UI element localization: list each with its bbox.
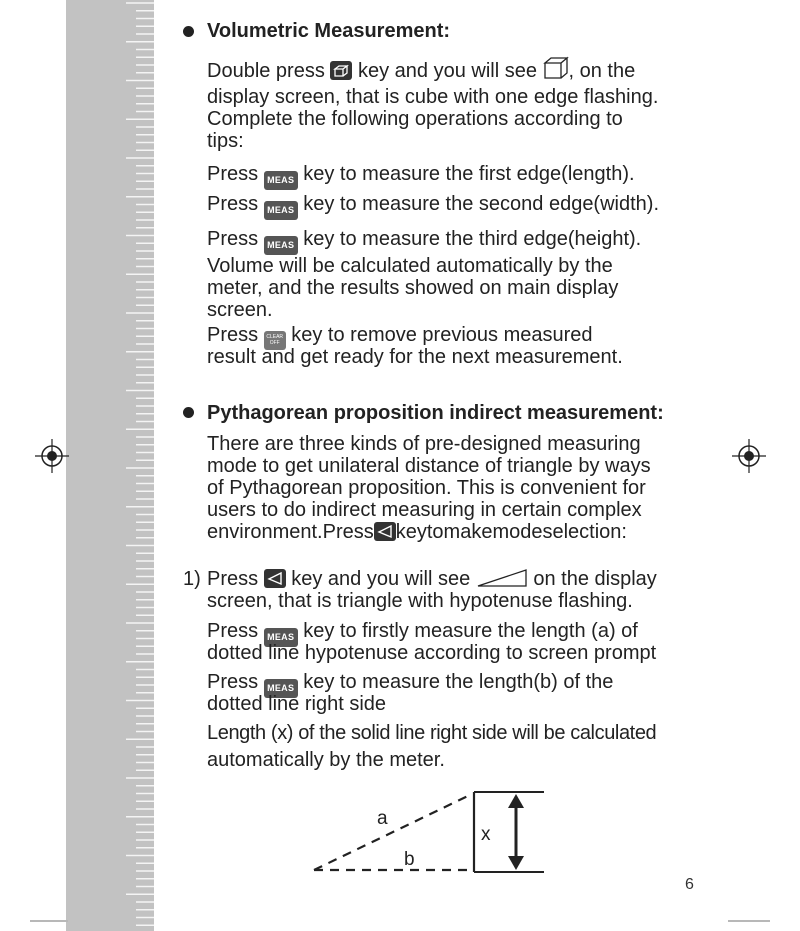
item1-line-a: Press key and you will see on the display — [207, 568, 657, 590]
body-text: Volume will be calculated automatically by the — [207, 255, 613, 277]
meas-key-icon: MEAS — [264, 201, 298, 220]
body-text: meter, and the results showed on main display — [207, 277, 619, 299]
section-heading-volumetric: Volumetric Measurement: — [207, 20, 451, 42]
section-heading-pythagorean: Pythagorean proposition indirect measurement: — [207, 402, 664, 424]
body-text: automatically by the meter. — [207, 749, 445, 771]
item1-line-b: Press MEAS key to firstly measure the length (a) of — [207, 620, 638, 647]
hypotenuse-dashed-line — [314, 794, 472, 870]
registration-mark-icon — [35, 439, 69, 473]
bullet-icon — [183, 407, 194, 418]
volumetric-intro-line: Double press key and you will see , on the — [207, 56, 635, 82]
page-number: 6 — [685, 876, 694, 893]
mode-selection-line: environment.Press keytomakemodeselection: — [207, 521, 627, 543]
body-text: There are three kinds of pre-designed measuring — [207, 433, 641, 455]
label-x: x — [481, 824, 491, 845]
body-text: display screen, that is cube with one edge flashing. — [207, 86, 659, 108]
ruler-ticks — [66, 0, 156, 931]
triangle-outline-icon — [476, 568, 528, 588]
body-text: of Pythagorean proposition. This is convenient for — [207, 477, 646, 499]
body-text: tips: — [207, 130, 244, 152]
step-height: Press MEAS key to measure the third edge(height). — [207, 228, 641, 255]
body-text: dotted line right side — [207, 693, 387, 715]
cube-outline-icon — [543, 56, 569, 80]
item1-line-c: Press MEAS key to measure the length(b) of the — [207, 671, 613, 698]
triangle-key-icon — [264, 569, 286, 588]
cube-key-icon — [330, 61, 352, 80]
body-text: dotted line hypotenuse according to screen prompt — [207, 642, 657, 664]
body-text: Complete the following operations according to — [207, 108, 623, 130]
page-edge-line-left — [30, 920, 68, 922]
body-text: mode to get unilateral distance of triangle by ways — [207, 455, 651, 477]
triangle-diagram — [300, 780, 560, 885]
page-edge-line-right — [728, 920, 770, 922]
body-text: screen. — [207, 299, 273, 321]
clear-off-key-icon: CLEAR OFF — [264, 331, 286, 350]
meas-key-icon: MEAS — [264, 171, 298, 190]
clear-step: Press CLEAR OFF key to remove previous measured — [207, 324, 593, 350]
body-text: users to do indirect measuring in certain complex — [207, 499, 642, 521]
step-width: Press MEAS key to measure the second edge(width). — [207, 193, 659, 220]
meas-key-icon: MEAS — [264, 679, 298, 698]
body-text: Length (x) of the solid line right side will be calculated — [207, 722, 657, 744]
step-length: Press MEAS key to measure the first edge(length). — [207, 163, 635, 190]
body-text: screen, that is triangle with hypotenuse flashing. — [207, 590, 633, 612]
meas-key-icon: MEAS — [264, 628, 298, 647]
list-number: 1) — [183, 568, 201, 590]
arrow-up-icon — [508, 794, 524, 808]
registration-mark-icon — [732, 439, 766, 473]
arrow-down-icon — [508, 856, 524, 870]
label-a: a — [377, 808, 388, 829]
label-b: b — [404, 849, 415, 870]
triangle-key-icon — [374, 522, 396, 541]
body-text: result and get ready for the next measurement. — [207, 346, 623, 368]
bullet-icon — [183, 26, 194, 37]
meas-key-icon: MEAS — [264, 236, 298, 255]
